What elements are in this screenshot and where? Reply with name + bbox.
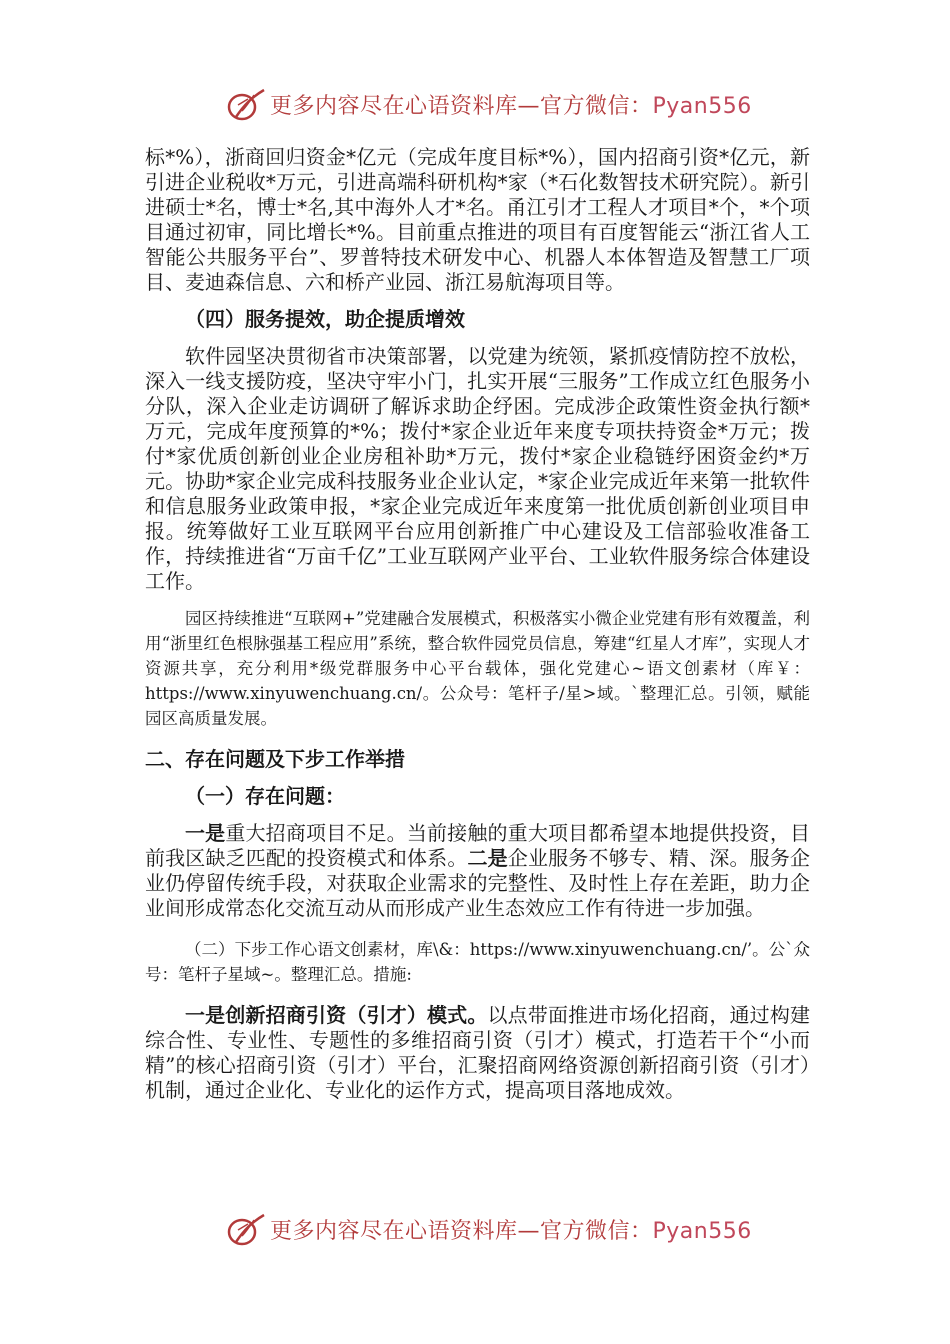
footer-banner (0, 1208, 950, 1252)
header-banner-text: 更多内容尽在心语资料库—官方微信：Pyan556 (270, 94, 752, 119)
paragraph-next-steps-intro: （二）下步工作心语文创素材，库\&：https://www.xinyuwenchuang.cn/’。公`众号：笔杆子星域~。整理汇总。措施: (145, 940, 810, 984)
paragraph-problems: 一是重大招商项目不足。当前接触的重大项目都希望本地提供投资，目前我区缺乏匹配的投资模式和体系。二是企业服务不够专、精、深。服务企业仍停留传统手段，对获取企业需求的完整性、及时性上存在差距，助力企业间形成常态化交流互动从而形成产业生态效应工作有待进一步加强。 (145, 821, 811, 920)
footer-wechat-handle: Pyan556 (652, 1219, 752, 1244)
paragraph-party-building: 园区持续推进“互联网+”党建融合发展模式，积极落实小微企业党建有形有效覆盖，利用“浙里红色根脉强基工程应用”系统，整合软件园党员信息，筹建“红星人才库”，实现人才资源共享，充分利用*级党群服务中心平台载体，强化党建心~语文创素材（库￥：https://www.xinyuwenchuang.cn/。公众号：笔杆子/星>域。`整理汇总。引领，赋能园区高质量发展。 (145, 609, 810, 728)
heading-existing-problems: （一）存在问题： (185, 784, 345, 808)
feather-logo-icon (226, 87, 266, 123)
document-body (145, 145, 810, 1103)
heading-service-efficiency: （四）服务提效，助企提质增效 (185, 307, 465, 331)
paragraph-innovation-investment: 一是创新招商引资（引才）模式。以点带面推进市场化招商，通过构建综合性、专业性、专题性的多维招商引资（引才）模式，打造若干个“小而精”的核心招商引资（引才）平台，汇聚招商网络资源创新招商引资（引才）机制，通过企业化、专业化的运作方式，提高项目落地成效。 (145, 1003, 810, 1102)
footer-banner-text: 更多内容尽在心语资料库—官方微信：Pyan556 (270, 1219, 752, 1244)
heading-problems-and-measures: 二、存在问题及下步工作举措 (145, 747, 405, 771)
header-wechat-handle: Pyan556 (652, 94, 752, 119)
header-banner (0, 83, 950, 127)
feather-logo-icon (226, 1212, 266, 1248)
paragraph-service-work: 软件园坚决贯彻省市决策部署，以党建为统领，紧抓疫情防控不放松，深入一线支援防疫，坚决守牢小门，扎实开展“三服务”工作成立红色服务小分队，深入企业走访调研了解诉求助企纾困。完成涉企政策性资金执行额*万元，完成年度预算的*%；拨付*家企业近年来度专项扶持资金*万元；拨付*家优质创新创业企业房租补助*万元，拨付*家企业稳链纾困资金约*万元。协助*家企业完成科技服务业企业认定，*家企业完成近年来第一批软件和信息服务业政策申报，*家企业完成近年来度第一批优质创新创业项目申报。统筹做好工业互联网平台应用创新推广中心建设及工信部验收准备工作，持续推进省“万亩千亿”工业互联网产业平台、工业软件服务综合体建设工作。 (145, 344, 810, 593)
paragraph-investment-results: 标*%），浙商回归资金*亿元（完成年度目标*%），国内招商引资*亿元，新引进企业税收*万元，引进高端科研机构*家（*石化数智技术研究院）。新引进硕士*名，博士*名,其中海外人才*名。甬江引才工程人才项目*个，*个项目通过初审，同比增长*%。目前重点推进的项目有百度智能云“浙江省人工智能公共服务平台”、罗普特技术研发中心、机器人本体智造及智慧工厂项目、麦迪森信息、六和桥产业园、浙江易航海项目等。 (145, 145, 810, 294)
